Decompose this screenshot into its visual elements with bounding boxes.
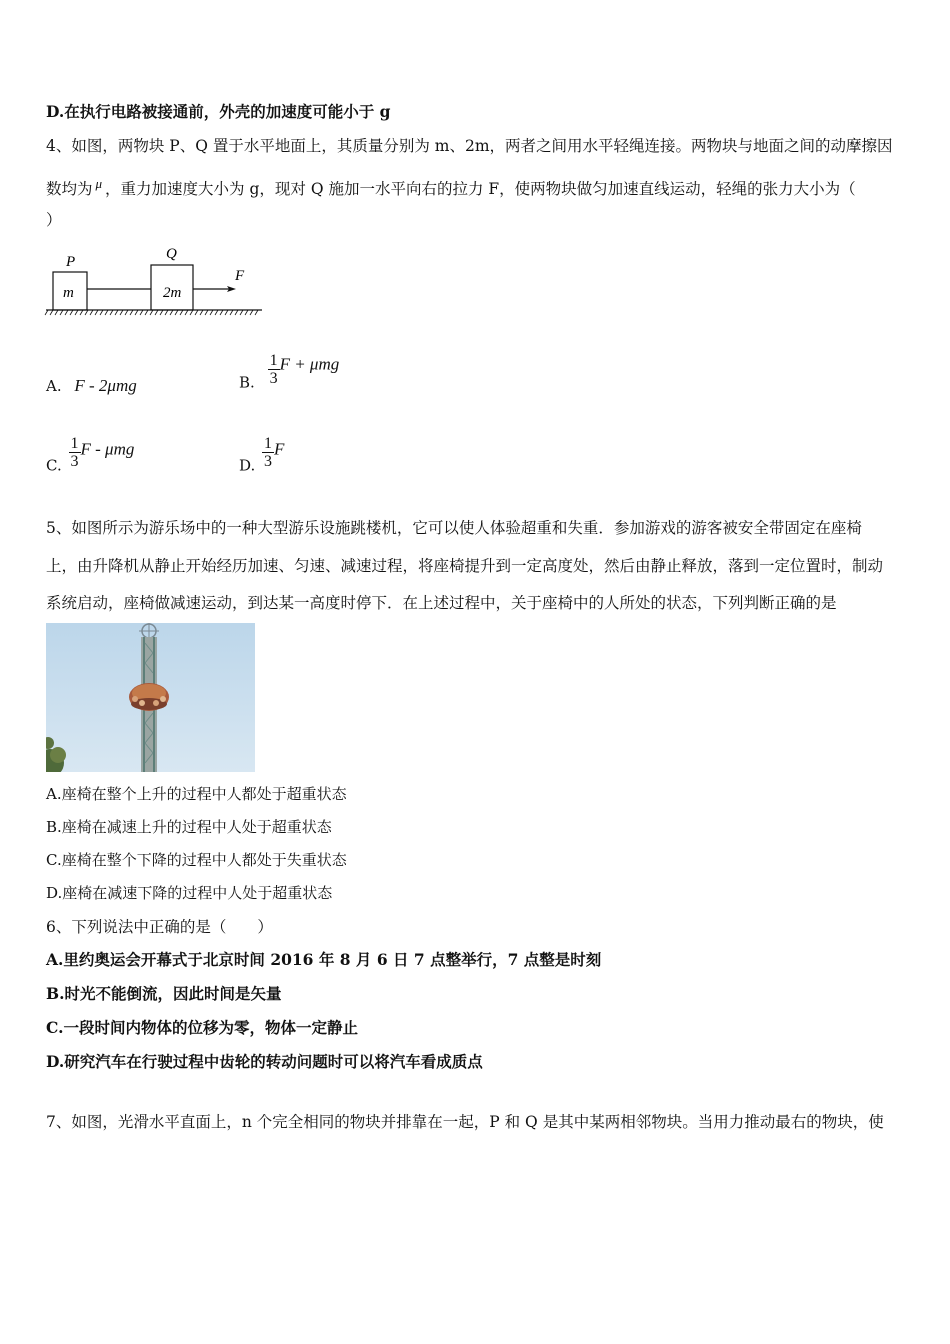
ground-hatch [45, 310, 262, 315]
q4-stem-line2 [46, 174, 856, 199]
q5-option-a: A.座椅在整个上升的过程中人都处于超重状态 [46, 785, 347, 803]
label-p: P [66, 254, 76, 270]
q4-option-b [239, 352, 339, 393]
q5-stem-line3: 系统启动，座椅做减速运动，到达某一高度时停下．在上述过程中，关于座椅中的人所处的状态，下列判断正确的是 [46, 594, 837, 612]
option-b-denominator: 3 [269, 370, 278, 387]
q6-stem: 6、下列说法中正确的是（ ） [46, 918, 273, 936]
q5-option-d: D.座椅在减速下降的过程中人处于超重状态 [46, 884, 333, 902]
option-a-expr: F - 2μmg [74, 376, 137, 395]
q4-blocks-figure [44, 240, 269, 320]
option-c-numerator: 1 [70, 435, 79, 452]
q4-stem-line2b: ，重力加速度大小为 g，现对 Q 施加一水平向右的拉力 F，使两物块做匀加速直线运动，轻绳的张力大小为（ [105, 180, 856, 198]
mass-q: 2m [163, 285, 182, 301]
option-d-label: D. [239, 456, 256, 475]
q6-option-c: C.一段时间内物体的位移为零，物体一定静止 [46, 1018, 358, 1037]
option-b-fraction [268, 352, 280, 387]
label-force: F [235, 268, 245, 284]
mu-symbol: μ [95, 176, 103, 191]
q5-stem-line1: 5、如图所示为游乐场中的一种大型游乐设施跳楼机，它可以使人体验超重和失重．参加游戏的游客被安全带固定在座椅 [46, 519, 862, 537]
option-d-expr: F [274, 439, 285, 459]
q4-stem-line1: 4、如图，两物块 P、Q 置于水平地面上，其质量分别为 m、2m，两者之间用水平轻绳连接。两物块与地面之间的动摩擦因 [46, 137, 893, 155]
q5-option-c: C.座椅在整个下降的过程中人都处于失重状态 [46, 851, 347, 869]
option-d-fraction [262, 435, 274, 470]
force-arrow [193, 286, 236, 292]
option-b-numerator: 1 [269, 352, 278, 369]
option-b-expr: F + μmg [279, 354, 340, 374]
label-q: Q [166, 246, 177, 262]
option-c-denominator: 3 [70, 453, 79, 470]
option-d-numerator: 1 [264, 435, 273, 452]
q6-option-d: D.研究汽车在行驶过程中齿轮的转动问题时可以将汽车看成质点 [46, 1052, 483, 1071]
option-b-label: B. [239, 373, 255, 392]
option-c-expr: F - μmg [80, 439, 135, 459]
q4-stem-line2a: 数均为 [46, 180, 93, 198]
option-c-label: C. [46, 456, 62, 475]
q4-stem-line3: ） [46, 211, 62, 229]
drop-tower-photo [46, 623, 255, 772]
q3-option-d: D.在执行电路被接通前，外壳的加速度可能小于 g [46, 102, 391, 121]
option-a-label: A. [46, 377, 62, 395]
q4-option-d [239, 435, 284, 476]
option-d-denominator: 3 [264, 453, 273, 470]
q7-stem-line1: 7、如图，光滑水平直面上，n 个完全相同的物块并排靠在一起，P 和 Q 是其中某两相邻物块。当用力推动最右的物块，使 [46, 1113, 884, 1131]
option-c-fraction [69, 435, 81, 470]
q5-option-b: B.座椅在减速上升的过程中人处于超重状态 [46, 818, 332, 836]
q5-stem-line2: 上，由升降机从静止开始经历加速、匀速、减速过程，将座椅提升到一定高度处，然后由静止释放，落到一定位置时，制动 [46, 557, 884, 575]
mass-p: m [63, 285, 74, 301]
q4-option-c [46, 435, 134, 476]
q6-option-a: A.里约奥运会开幕式于北京时间 2016 年 8 月 6 日 7 点整举行，7 点整是时刻 [46, 950, 602, 969]
q4-option-a [46, 376, 137, 396]
q6-option-b: B.时光不能倒流，因此时间是矢量 [46, 984, 282, 1003]
